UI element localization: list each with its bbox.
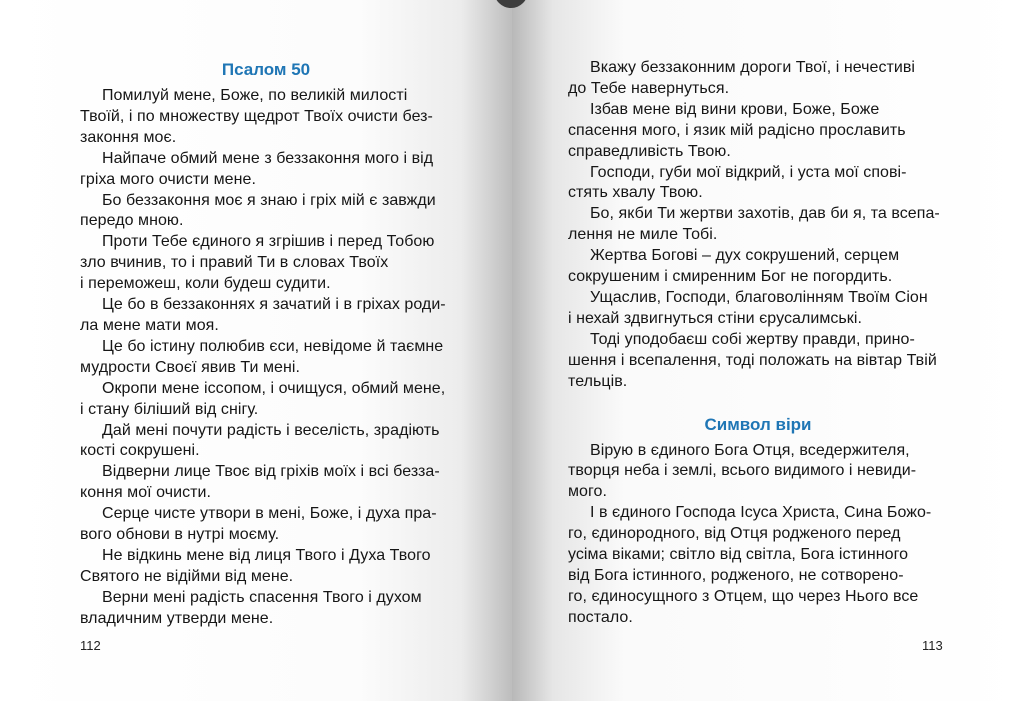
psalm-50-heading: Псалом 50 bbox=[221, 60, 311, 79]
text-line: Окропи мене іссопом, і очищуся, обмий мене, bbox=[102, 379, 446, 397]
text-line: коння мої очисти. bbox=[80, 484, 212, 502]
text-line: Господи, губи мої відкрий, і уста мої спові- bbox=[590, 163, 907, 181]
paragraph bbox=[568, 58, 948, 100]
paragraph bbox=[80, 504, 452, 546]
paragraph bbox=[80, 337, 452, 379]
right-page bbox=[512, 0, 1024, 701]
paragraph bbox=[80, 191, 452, 233]
text-line: Вкажу беззаконним дороги Твої, і нечестиві bbox=[590, 59, 916, 76]
paragraph bbox=[80, 295, 452, 337]
text-line: го, єдиносущного з Отцем, що через Нього все bbox=[568, 587, 919, 605]
creed-heading: Символ віри bbox=[704, 414, 812, 434]
right-paragraphs-top bbox=[568, 58, 948, 393]
text-line: Відверни лице Твоє від гріхів моїх і всі безза- bbox=[102, 463, 440, 481]
text-line: Ущаслив, Господи, благоволінням Твоїм Сіон bbox=[590, 288, 928, 306]
paragraph bbox=[80, 149, 452, 191]
text-line: І в єдиного Господа Ісуса Христа, Сина Божо- bbox=[590, 504, 932, 522]
text-line: Жертва Богові – дух сокрушений, серцем bbox=[590, 247, 900, 265]
text-line: до Тебе навернуться. bbox=[568, 79, 730, 97]
text-line: Це бо істину полюбив єси, невідоме й таємне bbox=[102, 337, 444, 355]
paragraph bbox=[80, 232, 452, 295]
text-line: творця неба і землі, всього видимого і невиди- bbox=[568, 462, 917, 480]
text-line: Дай мені почути радість і веселість, зрадіють bbox=[102, 421, 440, 439]
text-line: тельців. bbox=[568, 372, 628, 390]
text-line: від Бога істинного, родженого, не сотворено- bbox=[568, 566, 904, 584]
text-line: владичним утверди мене. bbox=[80, 609, 274, 627]
paragraph bbox=[568, 163, 948, 205]
paragraph bbox=[80, 588, 452, 630]
text-line: го, єдинородного, від Отця родженого перед bbox=[568, 525, 901, 543]
paragraph bbox=[568, 503, 948, 628]
text-line: Святого не відійми від мене. bbox=[80, 567, 294, 585]
text-line: Вірую в єдиного Бога Отця, вседержителя, bbox=[590, 441, 910, 459]
right-page-content bbox=[568, 58, 948, 629]
paragraph bbox=[568, 441, 948, 504]
text-line: стять хвалу Твою. bbox=[568, 184, 703, 202]
page-number-right: 113 bbox=[922, 638, 943, 653]
text-line: Це бо в беззаконнях я зачатий і в гріхах роди- bbox=[102, 296, 446, 314]
text-line: Найпаче обмий мене з беззаконня мого і від bbox=[102, 149, 434, 167]
paragraph bbox=[80, 379, 452, 421]
text-line: законня моє. bbox=[80, 128, 177, 146]
text-line: справедливість Твою. bbox=[568, 142, 731, 160]
text-line: постало. bbox=[568, 608, 633, 626]
text-line: ла мене мати моя. bbox=[80, 316, 219, 334]
text-line: Тоді уподобаєш собі жертву правди, прино- bbox=[590, 330, 915, 348]
paragraph bbox=[568, 204, 948, 246]
text-line: Твоїй, і по множеству щедрот Твоїх очисти без- bbox=[80, 107, 433, 125]
paragraph bbox=[80, 421, 452, 463]
page-number-left: 112 bbox=[80, 638, 101, 653]
text-line: Бо, якби Ти жертви захотів, дав би я, та всепа- bbox=[590, 205, 940, 223]
right-paragraphs-bottom bbox=[568, 441, 948, 629]
text-line: і нехай здвигнуться стіни єрусалимські. bbox=[568, 309, 862, 327]
text-line: передо мною. bbox=[80, 212, 184, 230]
paragraph bbox=[568, 100, 948, 163]
text-line: усіма віками; світло від світла, Бога істинного bbox=[568, 546, 909, 564]
text-line: кості сокрушені. bbox=[80, 442, 200, 460]
text-line: Проти Тебе єдиного я згрішив і перед Тобою bbox=[102, 233, 435, 251]
text-line: Бо беззаконня моє я знаю і гріх мій є завжди bbox=[102, 191, 436, 209]
text-line: мудрости Своєї явив Ти мені. bbox=[80, 358, 300, 376]
text-line: лення не миле Тобі. bbox=[568, 226, 718, 244]
text-line: зло вчинив, то і правий Ти в словах Твоїх bbox=[80, 254, 389, 272]
text-line: Ізбав мене від вини крови, Боже, Боже bbox=[590, 100, 880, 118]
text-line: сокрушеним і смиренним Бог не погордить. bbox=[568, 268, 893, 286]
left-paragraphs bbox=[80, 86, 452, 630]
paragraph bbox=[568, 246, 948, 288]
text-line: Не відкинь мене від лиця Твого і Духа Твого bbox=[102, 546, 431, 564]
text-line: шення і всепалення, тоді положать на вівтар Твій bbox=[568, 351, 937, 369]
text-line: спасення мого, і язик мій радісно прославить bbox=[568, 121, 906, 139]
text-line: гріха мого очисти мене. bbox=[80, 170, 256, 188]
paragraph bbox=[568, 330, 948, 393]
paragraph bbox=[80, 462, 452, 504]
text-line: вого обнови в нутрі моєму. bbox=[80, 526, 280, 544]
left-page-content bbox=[80, 58, 452, 630]
text-line: Помилуй мене, Боже, по великій милості bbox=[102, 87, 408, 104]
paragraph bbox=[568, 288, 948, 330]
text-line: мого. bbox=[568, 483, 607, 501]
text-line: Верни мені радість спасення Твого і духом bbox=[102, 588, 422, 606]
paragraph bbox=[80, 86, 452, 149]
text-line: Серце чисте утвори в мені, Боже, і духа пра- bbox=[102, 505, 437, 523]
paragraph bbox=[80, 546, 452, 588]
text-line: і переможеш, коли будеш судити. bbox=[80, 275, 331, 293]
text-line: і стану біліший від снігу. bbox=[80, 400, 259, 418]
